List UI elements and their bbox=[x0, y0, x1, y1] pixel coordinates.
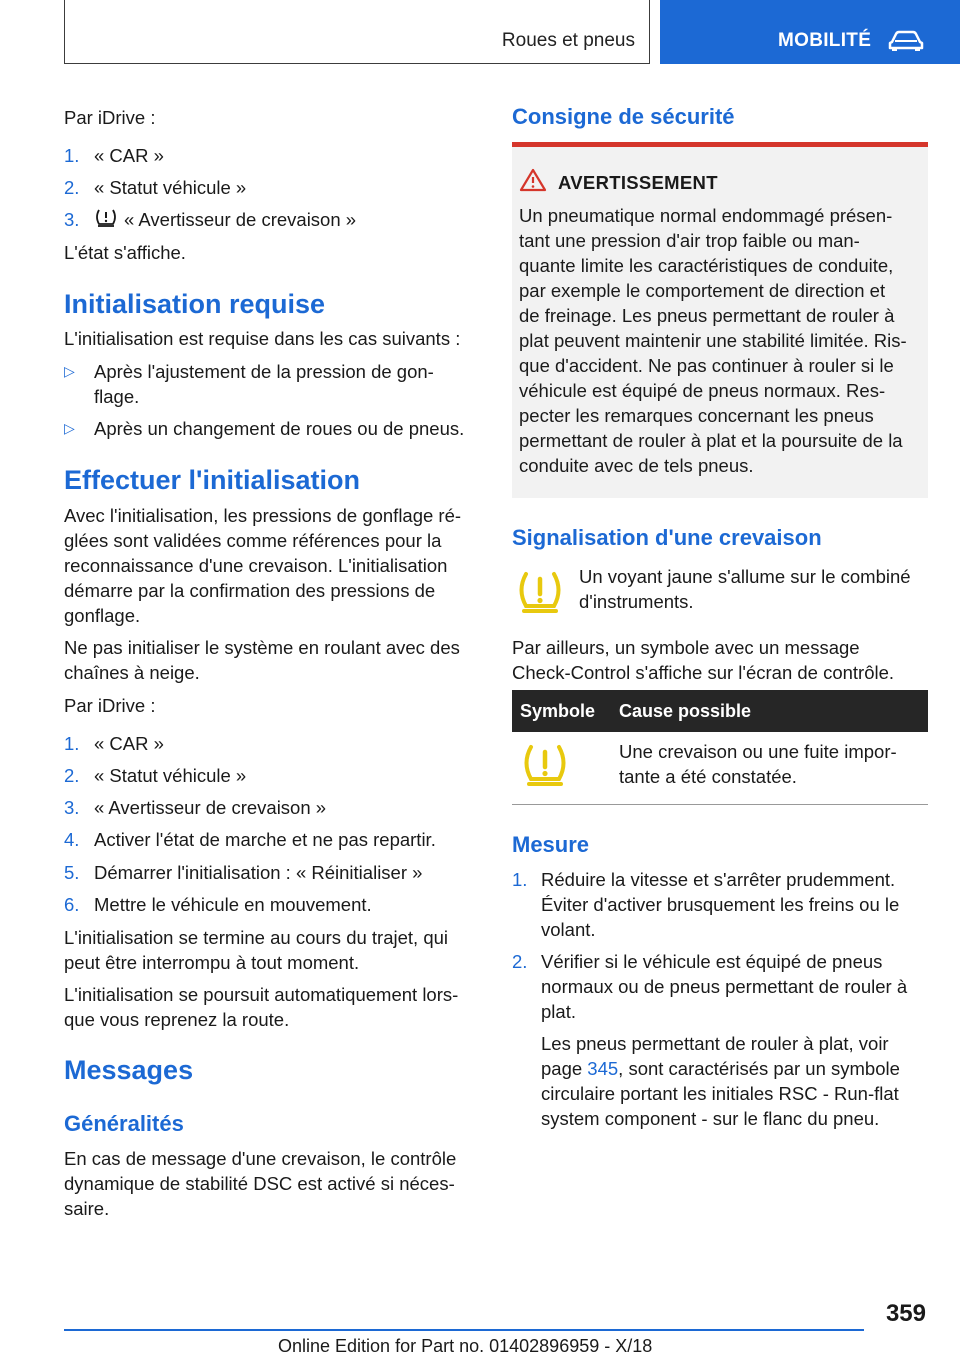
warning-label: AVERTISSEMENT bbox=[558, 172, 718, 193]
paragraph-line: dynamique de stabilité DSC est activé si néces- bbox=[64, 1173, 455, 1194]
warning-line: véhicule est équipé de pneus normaux. Res- bbox=[519, 380, 886, 401]
step-line: plat. bbox=[541, 1001, 576, 1022]
paragraph-line: Par ailleurs, un symbole avec un message bbox=[512, 637, 860, 658]
step-number: 6. bbox=[64, 894, 80, 915]
warning-line: par exemple le comportement de direction et bbox=[519, 280, 886, 301]
paragraph-line: glées sont validées comme références pour la bbox=[64, 530, 442, 551]
step-text: Démarrer l'initialisation : « Réinitialiser » bbox=[94, 862, 423, 883]
step-line: Éviter d'activer brusquement les freins ou le bbox=[541, 894, 900, 915]
step-number: 3. bbox=[64, 209, 80, 230]
warning-line: que d'accident. Ne pas continuer à rouler si le bbox=[519, 355, 894, 376]
step-line: normaux ou de pneus permettant de rouler à bbox=[541, 976, 908, 997]
paragraph-line: chaînes à neige. bbox=[64, 662, 200, 683]
rsc-line-with-link: page 345, sont caractérisés par un symbole bbox=[541, 1058, 900, 1079]
state-displayed-text: L'état s'affiche. bbox=[64, 242, 186, 263]
signal-line: Un voyant jaune s'allume sur le combiné bbox=[579, 566, 911, 587]
step-line: Réduire la vitesse et s'arrêter prudemment. bbox=[541, 869, 896, 890]
symbol-table-header bbox=[512, 690, 928, 732]
step-line: volant. bbox=[541, 919, 596, 940]
step-text: Mettre le véhicule en mouvement. bbox=[94, 894, 372, 915]
step-number: 5. bbox=[64, 862, 80, 883]
header-chapter-title: MOBILITÉ bbox=[778, 30, 872, 51]
step-number: 1. bbox=[64, 145, 80, 166]
bullet-text: flage. bbox=[94, 386, 140, 407]
page-reference-link[interactable]: 345 bbox=[587, 1058, 619, 1079]
footer-divider bbox=[64, 1329, 864, 1331]
rsc-line: system component - sur le flanc du pneu. bbox=[541, 1108, 880, 1129]
rsc-line: Les pneus permettant de rouler à plat, voir bbox=[541, 1033, 889, 1054]
header-section-box bbox=[64, 0, 650, 64]
step-number: 1. bbox=[512, 869, 528, 890]
warning-line: pecter les remarques concernant les pneus bbox=[519, 405, 874, 426]
paragraph-line: En cas de message d'une crevaison, le contrôle bbox=[64, 1148, 457, 1169]
general-heading: Généralités bbox=[64, 1111, 184, 1136]
paragraph-line: Check-Control s'affiche sur l'écran de contrôle. bbox=[512, 662, 895, 683]
step-text: « Avertisseur de crevaison » bbox=[124, 209, 357, 230]
footer-edition-text: Online Edition for Part no. 01402896959 - X/18 bbox=[278, 1336, 653, 1356]
step-text: « CAR » bbox=[94, 145, 164, 166]
paragraph-line: Avec l'initialisation, les pressions de gonflage ré- bbox=[64, 505, 462, 526]
warning-line: permettant de rouler à plat et la poursuite de la bbox=[519, 430, 903, 451]
paragraph-line: L'initialisation se termine au cours du trajet, qui bbox=[64, 927, 449, 948]
bullet-text: Après un changement de roues ou de pneus. bbox=[94, 418, 465, 439]
paragraph-line: Ne pas initialiser le système en roulant avec des bbox=[64, 637, 460, 658]
warning-line: conduite avec de tels pneus. bbox=[519, 455, 754, 476]
step-number: 1. bbox=[64, 733, 80, 754]
paragraph-line: L'initialisation se poursuit automatiquement lors- bbox=[64, 984, 459, 1005]
warning-line: tant une pression d'air trop faible ou man- bbox=[519, 230, 860, 251]
table-col-symbol: Symbole bbox=[520, 701, 596, 721]
step-text: Activer l'état de marche et ne pas repartir. bbox=[94, 829, 436, 850]
step-number: 2. bbox=[512, 951, 528, 972]
init-required-text: L'initialisation est requise dans les cas suivants : bbox=[64, 328, 461, 349]
table-cell-line: tante a été constatée. bbox=[619, 766, 797, 787]
perform-init-heading: Effectuer l'initialisation bbox=[64, 465, 360, 495]
signal-line: d'instruments. bbox=[579, 591, 694, 612]
paragraph-line: gonflage. bbox=[64, 605, 141, 626]
step-text: « Statut véhicule » bbox=[94, 177, 247, 198]
paragraph-line: saire. bbox=[64, 1198, 110, 1219]
warning-line: de freinage. Les pneus permettant de rouler à bbox=[519, 305, 895, 326]
table-col-cause: Cause possible bbox=[619, 701, 752, 721]
bullet-triangle-icon: ▷ bbox=[64, 363, 75, 379]
warning-line: quante limite les caractéristiques de conduite, bbox=[519, 255, 894, 276]
step-line: Vérifier si le véhicule est équipé de pneus bbox=[541, 951, 883, 972]
car-icon bbox=[886, 30, 926, 52]
measure-heading: Mesure bbox=[512, 832, 590, 857]
table-divider bbox=[512, 804, 928, 805]
table-cell-line: Une crevaison ou une fuite impor- bbox=[619, 741, 897, 762]
step-number: 2. bbox=[64, 765, 80, 786]
warning-line: Un pneumatique normal endommagé présen- bbox=[519, 205, 893, 226]
step-number: 3. bbox=[64, 797, 80, 818]
paragraph-line: peut être interrompu à tout moment. bbox=[64, 952, 360, 973]
header-section-title: Roues et pneus bbox=[501, 30, 635, 51]
bullet-triangle-icon: ▷ bbox=[64, 420, 75, 436]
idrive-intro-2: Par iDrive : bbox=[64, 695, 156, 716]
tire-pressure-warning-icon bbox=[515, 570, 565, 616]
warning-line: plat peuvent maintenir une stabilité limitée. Ris- bbox=[519, 330, 907, 351]
step-number: 2. bbox=[64, 177, 80, 198]
warning-triangle-icon bbox=[519, 168, 547, 192]
step-number: 4. bbox=[64, 829, 80, 850]
step-text: « Statut véhicule » bbox=[94, 765, 247, 786]
idrive-intro-1: Par iDrive : bbox=[64, 107, 156, 128]
paragraph-line: reconnaissance d'une crevaison. L'initialisation bbox=[64, 555, 448, 576]
tire-pressure-small-icon bbox=[94, 208, 118, 228]
rsc-line: circulaire portant les initiales RSC - Run-flat bbox=[541, 1083, 899, 1104]
messages-heading: Messages bbox=[64, 1055, 194, 1085]
signal-heading: Signalisation d'une crevaison bbox=[512, 525, 822, 550]
step-text: « Avertisseur de crevaison » bbox=[94, 797, 327, 818]
init-required-heading: Initialisation requise bbox=[64, 289, 326, 319]
step-text: « CAR » bbox=[94, 733, 164, 754]
safety-heading: Consigne de sécurité bbox=[512, 104, 735, 129]
tire-pressure-warning-icon bbox=[520, 743, 570, 789]
page-number: 359 bbox=[885, 1300, 926, 1327]
paragraph-line: démarre par la confirmation des pressions de bbox=[64, 580, 436, 601]
bullet-text: Après l'ajustement de la pression de gon- bbox=[94, 361, 434, 382]
paragraph-line: que vous reprenez la route. bbox=[64, 1009, 290, 1030]
